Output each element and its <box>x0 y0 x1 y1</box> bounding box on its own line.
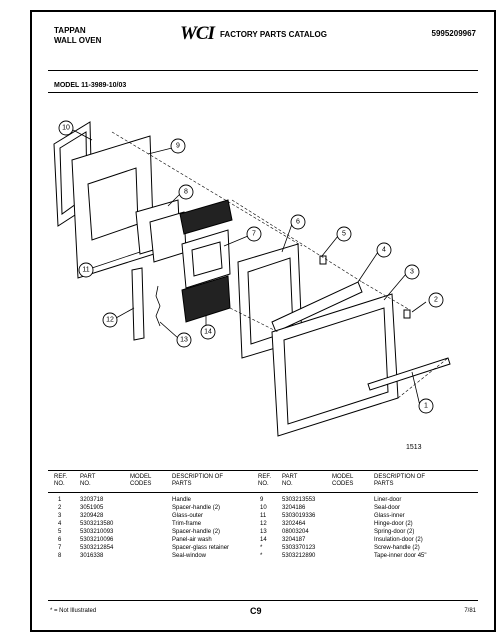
leader-line <box>160 322 178 338</box>
table-row-part: 5303213553 <box>282 497 316 503</box>
model-rule <box>48 92 478 93</box>
svg-text:10: 10 <box>62 124 70 132</box>
table-row-part: 3204186 <box>282 505 306 511</box>
table-top-rule <box>48 470 478 471</box>
svg-text:3: 3 <box>410 268 414 276</box>
page-number: C9 <box>250 606 262 616</box>
table-row-part: 08003204 <box>282 529 309 535</box>
svg-text:4: 4 <box>382 246 386 254</box>
header-rule <box>48 70 478 71</box>
table-row-desc: Hinge-door (2) <box>374 521 413 527</box>
leader-line <box>412 372 420 406</box>
callout-8 <box>179 185 193 199</box>
table-row-desc: Panel-air wash <box>172 537 212 543</box>
table-row-ref: * <box>260 553 263 559</box>
callout-11 <box>79 263 93 277</box>
table-row-desc: Liner-door <box>374 497 402 503</box>
table-row-part: 5303212854 <box>80 545 114 551</box>
model-number: MODEL 11-3989-10/03 <box>54 82 127 89</box>
brand-block <box>54 26 101 46</box>
table-row-ref: 12 <box>260 521 267 527</box>
table-row-desc: Seal-door <box>374 505 401 511</box>
figure-code: 1513 <box>406 444 422 451</box>
header-part-no: PART NO. <box>282 474 298 487</box>
table-row-ref: 13 <box>260 529 267 535</box>
leader-line <box>412 302 426 312</box>
callout-7 <box>247 227 261 241</box>
table-row-desc: Tape-inner door 45" <box>374 553 427 559</box>
table-row-part: 5303213580 <box>80 521 114 527</box>
table-row-part: 5303212890 <box>282 553 316 559</box>
table-row-part: 5303370123 <box>282 545 316 551</box>
catalog-title: FACTORY PARTS CATALOG <box>219 29 327 39</box>
part-spring-door <box>156 286 160 326</box>
catalog-page <box>30 10 496 632</box>
table-row-ref: 14 <box>260 537 267 543</box>
table-row-ref: 4 <box>58 521 62 527</box>
table-row-desc: Spring-door (2) <box>374 529 415 535</box>
table-row-part: 5303210093 <box>80 529 114 535</box>
part-panel-air-wash <box>180 200 232 234</box>
table-row-ref: 7 <box>58 545 62 551</box>
svg-text:7: 7 <box>252 230 256 238</box>
appliance-type: WALL OVEN <box>54 36 102 45</box>
table-row-ref: 6 <box>58 537 62 543</box>
table-row-ref: 2 <box>58 505 62 511</box>
part-hinge-door <box>132 268 144 340</box>
leader-line <box>358 252 378 282</box>
table-row-ref: 8 <box>58 553 62 559</box>
table-row-desc: Trim-frame <box>172 521 202 527</box>
callout-6 <box>291 215 305 229</box>
table-row-desc: Glass-outer <box>172 513 204 519</box>
table-row-part: 3203718 <box>80 497 104 503</box>
table-row-part: 5303210096 <box>80 537 114 543</box>
svg-text:8: 8 <box>184 188 188 196</box>
revision-date: 7/81 <box>464 608 476 614</box>
table-row-desc: Spacer-handle (2) <box>172 505 221 511</box>
callout-4 <box>377 243 391 257</box>
exploded-door-diagram <box>32 96 494 456</box>
callout-13 <box>177 333 191 347</box>
leader-line <box>384 274 406 300</box>
table-row-desc: Glass-inner <box>374 513 405 519</box>
callout-14 <box>201 325 215 339</box>
header-description: DESCRIPTION OF PARTS <box>374 474 426 487</box>
svg-text:12: 12 <box>106 316 114 324</box>
part-spacer-handle <box>404 310 410 318</box>
svg-text:1: 1 <box>424 402 428 410</box>
svg-text:5: 5 <box>342 230 346 238</box>
not-illustrated-note: * = Not Illustrated <box>50 608 97 614</box>
table-row-part: 3209428 <box>80 513 104 519</box>
callout-9 <box>171 139 185 153</box>
callout-5 <box>337 227 351 241</box>
footer-rule <box>48 600 478 601</box>
callout-1 <box>419 399 433 413</box>
svg-text:13: 13 <box>180 336 188 344</box>
table-row-ref: 3 <box>58 513 62 519</box>
header-ref-no: REF. NO. <box>258 474 272 487</box>
table-row-desc: Handle <box>172 497 192 503</box>
table-header-rule <box>48 492 478 493</box>
table-row-desc: Spacer-glass retainer <box>172 545 230 551</box>
catalog-header <box>180 25 327 43</box>
leader-line <box>116 308 134 318</box>
table-row-ref: 10 <box>260 505 267 511</box>
header-description: DESCRIPTION OF PARTS <box>172 474 224 487</box>
table-row-ref: * <box>260 545 263 551</box>
wci-logo: WCI <box>180 23 214 44</box>
brand-name: TAPPAN <box>54 26 86 35</box>
table-row-part: 3204187 <box>282 537 306 543</box>
leader-line <box>322 236 338 256</box>
table-row-ref: 9 <box>260 497 264 503</box>
table-row-desc: Insulation-door (2) <box>374 537 423 543</box>
header-ref-no: REF. NO. <box>54 474 68 487</box>
table-row-part: 3016338 <box>80 553 104 559</box>
table-row-desc: Seal-window <box>172 553 207 559</box>
svg-text:2: 2 <box>434 296 438 304</box>
header-model-codes: MODEL CODES <box>130 474 152 487</box>
table-row-desc: Screw-handle (2) <box>374 545 420 551</box>
header-model-codes: MODEL CODES <box>332 474 354 487</box>
svg-text:6: 6 <box>296 218 300 226</box>
callout-3 <box>405 265 419 279</box>
svg-text:11: 11 <box>82 266 90 274</box>
callout-10 <box>59 121 73 135</box>
leader-line <box>148 148 172 154</box>
table-row-ref: 11 <box>260 513 267 519</box>
callout-12 <box>103 313 117 327</box>
header-part-no: PART NO. <box>80 474 96 487</box>
catalog-number: 5995209967 <box>431 29 476 38</box>
svg-text:14: 14 <box>204 328 212 336</box>
table-row-part: 3051905 <box>80 505 104 511</box>
svg-text:9: 9 <box>176 142 180 150</box>
callout-2 <box>429 293 443 307</box>
table-row-desc: Spacer-handle (2) <box>172 529 221 535</box>
table-row-ref: 5 <box>58 529 62 535</box>
table-row-part: 3202464 <box>282 521 306 527</box>
table-row-ref: 1 <box>58 497 62 503</box>
table-row-part: 5303019336 <box>282 513 316 519</box>
door-parts-drawing <box>32 96 494 456</box>
